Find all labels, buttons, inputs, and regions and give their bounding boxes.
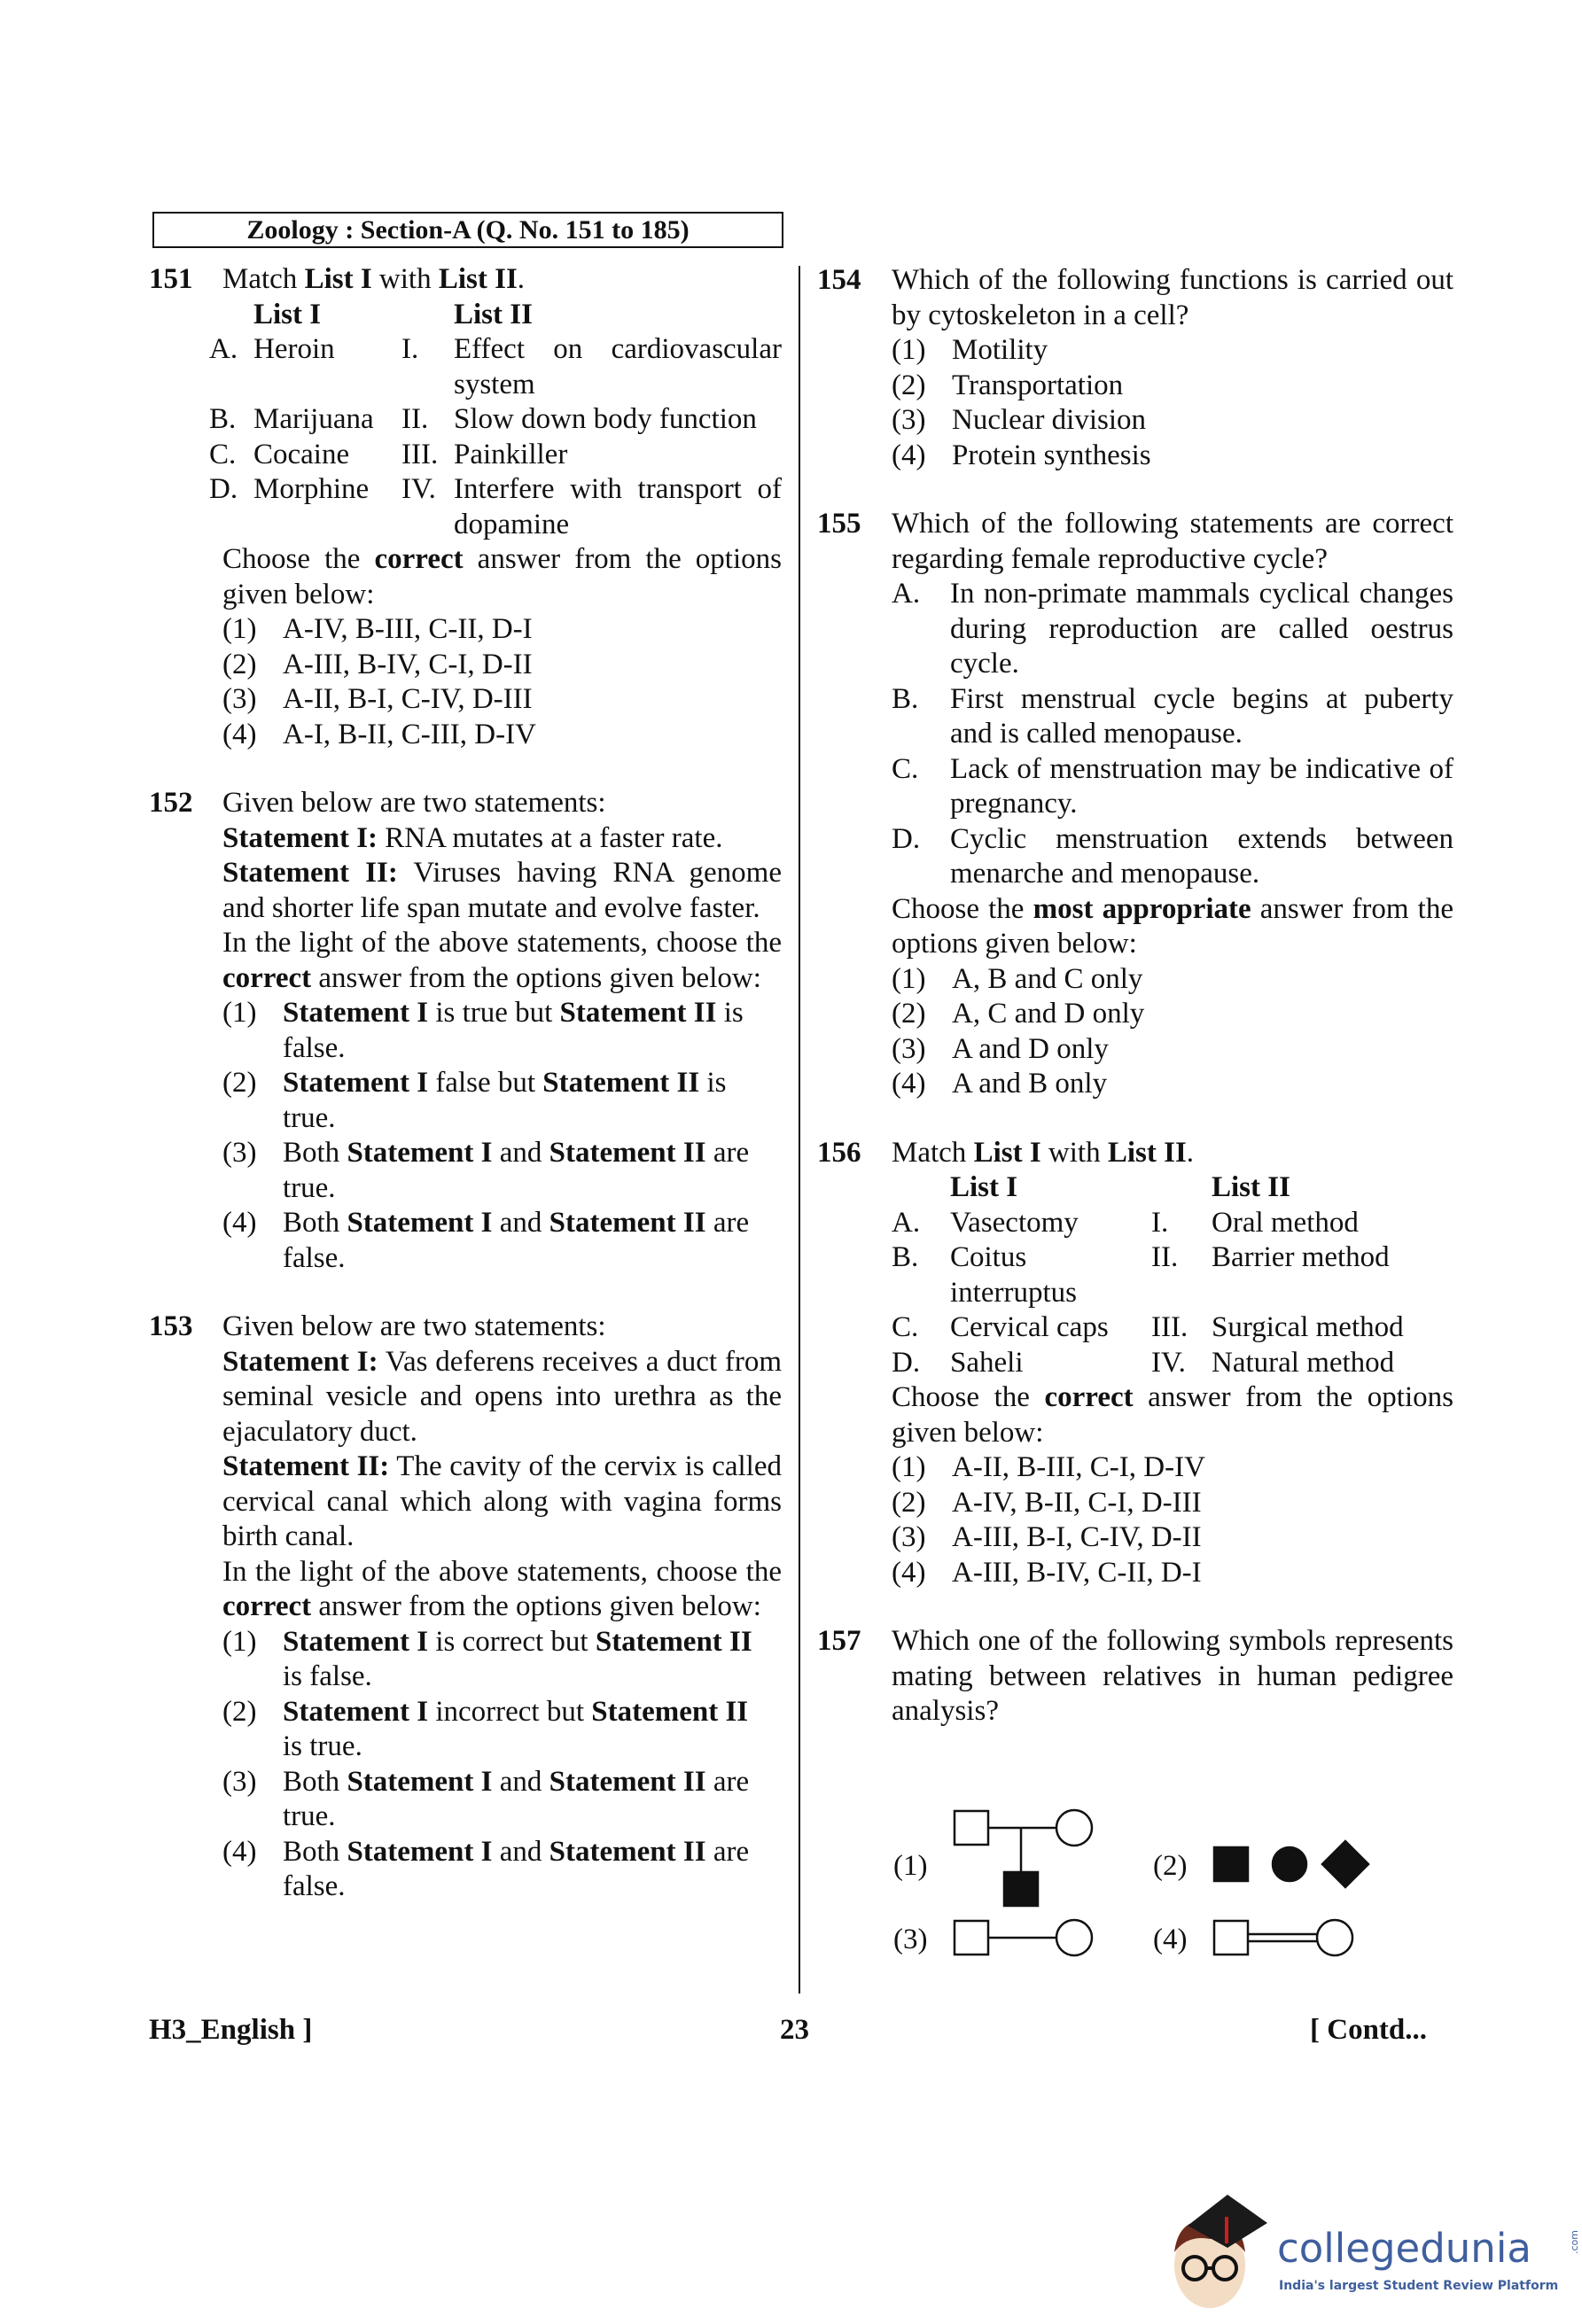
question-155 xyxy=(817,507,1453,1102)
option-text-part: Both xyxy=(283,1835,347,1868)
match-row xyxy=(815,1206,1453,1241)
instruction: In the light of the above statements, choose the correct answer from the options given below: xyxy=(222,927,782,994)
footer-contd: [ Contd... xyxy=(1310,2014,1428,2046)
option-text: Protein synthesis xyxy=(952,439,1151,471)
option-text: A-III, B-IV, C-I, D-II xyxy=(283,648,533,680)
question-152 xyxy=(149,786,782,1276)
male-square-icon xyxy=(955,1921,988,1955)
option-number: (1) xyxy=(222,613,257,645)
list-1-header: List I xyxy=(950,1171,1018,1203)
option-number: (3) xyxy=(222,1137,257,1169)
option-number: (2) xyxy=(892,998,926,1030)
option-text-part: Both xyxy=(283,1765,347,1798)
question-157 xyxy=(817,1624,1453,1729)
list-1-item: Coitus interruptus xyxy=(950,1241,1077,1309)
match-table xyxy=(815,1170,1453,1380)
option-text: Motility xyxy=(952,334,1048,366)
option-text-part: false but xyxy=(428,1067,543,1099)
instruction: In the light of the above statements, choose the correct answer from the options given below: xyxy=(222,1555,782,1622)
option-text-part: Both xyxy=(283,1207,347,1239)
list-1-item: Vasectomy xyxy=(950,1206,1079,1239)
option-text: A-IV, B-II, C-I, D-III xyxy=(952,1486,1202,1519)
list-2-item: Painkiller xyxy=(454,438,568,470)
affected-unknown-sex-icon xyxy=(1322,1841,1368,1887)
option-text-part: are false. xyxy=(283,1207,750,1274)
option-text-part: are false. xyxy=(283,1835,750,1902)
row-roman: II. xyxy=(401,403,429,435)
option-4[interactable] xyxy=(892,1556,1453,1591)
list-2-item: Surgical method xyxy=(1212,1311,1404,1343)
match-row xyxy=(149,402,782,438)
statement-1: Statement I: Vas deferens receives a duct from seminal vesicle and opens into urethra as the ejaculatory duct. xyxy=(222,1345,782,1448)
option-number: (1) xyxy=(222,997,257,1029)
option-text xyxy=(283,1765,782,1835)
option-text-part: Statement II xyxy=(595,1625,752,1658)
option-text-part: Statement I xyxy=(283,1695,429,1728)
match-row xyxy=(149,332,782,402)
collegedunia-logo xyxy=(1157,2168,1582,2319)
option-4-label: (4) xyxy=(1153,1924,1188,1955)
option-3[interactable] xyxy=(892,1032,1453,1068)
match-row xyxy=(149,438,782,473)
list-1-item: Saheli xyxy=(950,1346,1024,1379)
option-number: (3) xyxy=(222,683,257,715)
option-text-part: Statement I xyxy=(347,1137,493,1169)
option-4[interactable] xyxy=(222,1206,782,1276)
list-2-item: Oral method xyxy=(1212,1206,1359,1239)
option-text: A-II, B-III, C-I, D-IV xyxy=(952,1451,1205,1483)
statement-1: Statement I: RNA mutates at a faster rate. xyxy=(222,821,723,854)
option-2[interactable] xyxy=(222,648,782,683)
list-2-item: Interfere with transport of dopamine xyxy=(454,473,782,540)
logo-suffix: .com xyxy=(1569,2230,1580,2254)
statement-2: Statement II: The cavity of the cervix is called cervical canal which along with vagina forms birth canal. xyxy=(222,1450,782,1552)
option-text xyxy=(283,1625,782,1695)
option-number: (2) xyxy=(222,1067,257,1099)
option-3[interactable] xyxy=(892,403,1453,439)
row-roman: III. xyxy=(1151,1311,1188,1343)
option-text: A-III, B-I, C-IV, D-II xyxy=(952,1521,1202,1553)
statement-text: Cyclic menstruation extends between menarche and menopause. xyxy=(950,822,1453,890)
list-2-header: List II xyxy=(1212,1171,1290,1203)
row-roman: II. xyxy=(1151,1241,1179,1273)
option-text-part: Statement I xyxy=(283,1625,429,1658)
option-3[interactable] xyxy=(222,1136,782,1206)
option-text-part: Statement II xyxy=(549,1137,706,1169)
question-text: Given below are two statements: xyxy=(222,1310,606,1342)
list-1-item: Cervical caps xyxy=(950,1311,1109,1343)
list-2-item: Natural method xyxy=(1212,1346,1395,1379)
option-number: (3) xyxy=(892,1032,926,1065)
question-number: 154 xyxy=(817,264,861,296)
option-number: (2) xyxy=(222,1695,257,1728)
option-text-part: Statement I xyxy=(347,1835,493,1868)
option-text: A-II, B-I, C-IV, D-III xyxy=(283,683,533,715)
option-text-part: Statement II xyxy=(549,1765,706,1798)
option-text-part: is true. xyxy=(283,1067,727,1134)
option-number: (4) xyxy=(892,1068,926,1100)
option-text xyxy=(283,1206,782,1276)
option-text xyxy=(283,1066,782,1136)
option-number: (2) xyxy=(222,648,257,680)
option-number: (1) xyxy=(892,334,926,366)
list-2-item: Slow down body function xyxy=(454,403,757,435)
option-4[interactable] xyxy=(892,1067,1453,1102)
question-number: 151 xyxy=(149,263,193,295)
option-number: (2) xyxy=(892,1486,926,1519)
row-letter: B. xyxy=(892,1241,919,1273)
male-square-icon xyxy=(955,1811,988,1845)
statement-a xyxy=(892,577,1453,682)
row-letter: A. xyxy=(892,1206,921,1239)
question-text: Match List I with List II. xyxy=(222,263,526,295)
instruction: Choose the correct answer from the options given below: xyxy=(892,1381,1453,1449)
affected-male-icon xyxy=(1214,1847,1248,1881)
female-circle-icon xyxy=(1317,1920,1352,1955)
option-text: A and B only xyxy=(952,1068,1108,1100)
list-1-header: List I xyxy=(253,298,322,330)
affected-male-icon xyxy=(1004,1872,1038,1906)
option-text-part: is correct but xyxy=(428,1625,596,1658)
option-text-part: incorrect but xyxy=(428,1695,592,1728)
row-roman: IV. xyxy=(1151,1346,1186,1379)
option-text-part: Statement II xyxy=(542,1067,700,1099)
match-row xyxy=(815,1240,1453,1310)
question-number: 152 xyxy=(149,787,193,819)
option-number: (4) xyxy=(222,1835,257,1868)
option-4[interactable] xyxy=(222,718,782,753)
row-letter: C. xyxy=(892,1311,919,1343)
statement-letter: A. xyxy=(892,578,921,610)
option-1[interactable] xyxy=(222,1625,782,1695)
option-number: (4) xyxy=(892,439,926,471)
option-1-label: (1) xyxy=(893,1850,928,1882)
question-text: Given below are two statements: xyxy=(222,787,606,819)
option-number: (1) xyxy=(222,1625,257,1658)
row-letter: A. xyxy=(209,333,238,365)
list-1-item: Morphine xyxy=(253,473,370,505)
question-number: 156 xyxy=(817,1136,861,1169)
statement-2: Statement II: Viruses having RNA genome and shorter life span mutate and evolve faster. xyxy=(222,857,782,924)
option-text-part: is false. xyxy=(283,997,744,1064)
instruction: Choose the correct answer from the options given below: xyxy=(222,543,782,610)
match-table xyxy=(149,298,782,543)
option-number: (4) xyxy=(222,1207,257,1239)
option-text-part: is true. xyxy=(283,1730,362,1762)
list-2-header: List II xyxy=(454,298,533,330)
row-roman: IV. xyxy=(401,473,436,505)
option-text: A, C and D only xyxy=(952,998,1145,1030)
option-text-part: and xyxy=(492,1137,549,1169)
option-1[interactable] xyxy=(892,333,1453,369)
statement-text: In non-primate mammals cyclical changes during reproduction are called oestrus cycle. xyxy=(950,578,1453,680)
option-2[interactable] xyxy=(222,1695,782,1765)
option-number: (1) xyxy=(892,1451,926,1483)
option-text: A-IV, B-III, C-II, D-I xyxy=(283,613,533,645)
option-1[interactable] xyxy=(892,1450,1453,1486)
affected-female-icon xyxy=(1273,1847,1306,1881)
option-3-label: (3) xyxy=(893,1924,928,1955)
statement-letter: C. xyxy=(892,752,919,785)
question-156 xyxy=(817,1136,1453,1591)
section-header: Zoology : Section-A (Q. No. 151 to 185) xyxy=(152,212,783,248)
option-2-label: (2) xyxy=(1153,1850,1188,1882)
option-text-part: Statement II xyxy=(549,1207,706,1239)
row-letter: C. xyxy=(209,438,237,470)
page-number: 23 xyxy=(780,2014,809,2046)
option-4[interactable] xyxy=(222,1835,782,1905)
option-1[interactable] xyxy=(892,962,1453,998)
list-2-item: Barrier method xyxy=(1212,1241,1390,1273)
list-1-item: Cocaine xyxy=(253,438,350,470)
option-number: (1) xyxy=(892,962,926,995)
option-text-part: is false. xyxy=(283,1660,372,1692)
list-2-item: Effect on cardiovascular system xyxy=(454,333,782,400)
footer-code: H3_English ] xyxy=(149,2014,313,2046)
option-text-part: Statement I xyxy=(347,1765,493,1798)
option-2[interactable] xyxy=(892,369,1453,404)
option-number: (3) xyxy=(892,1521,926,1553)
option-text-part: and xyxy=(492,1765,549,1798)
option-text xyxy=(283,1136,782,1206)
question-number: 157 xyxy=(817,1625,861,1657)
option-1[interactable] xyxy=(222,996,782,1066)
row-roman: III. xyxy=(401,438,439,470)
row-letter: B. xyxy=(209,403,237,435)
female-circle-icon xyxy=(1056,1920,1092,1955)
option-text-part: Statement II xyxy=(591,1695,749,1728)
option-2[interactable] xyxy=(892,997,1453,1032)
option-text: Nuclear division xyxy=(952,404,1147,436)
option-number: (3) xyxy=(222,1765,257,1798)
option-text-part: are true. xyxy=(283,1137,750,1204)
option-3[interactable] xyxy=(222,1765,782,1835)
row-roman: I. xyxy=(401,333,419,365)
statement-b xyxy=(892,682,1453,752)
option-3[interactable] xyxy=(892,1520,1453,1556)
option-number: (4) xyxy=(892,1556,926,1589)
option-text: A and D only xyxy=(952,1032,1109,1065)
option-text: A-III, B-IV, C-II, D-I xyxy=(952,1556,1202,1589)
question-151 xyxy=(149,262,782,752)
option-text-part: and xyxy=(492,1207,549,1239)
question-number: 153 xyxy=(149,1310,193,1342)
option-text-part: are true. xyxy=(283,1765,750,1832)
row-letter: D. xyxy=(892,1346,921,1379)
question-153 xyxy=(149,1310,782,1905)
question-text: Match List I with List II. xyxy=(892,1136,1195,1169)
option-number: (2) xyxy=(892,369,926,401)
option-text xyxy=(283,996,782,1066)
option-text-part: is true but xyxy=(428,997,560,1029)
option-text-part: Statement I xyxy=(283,997,429,1029)
option-4[interactable] xyxy=(892,439,1453,474)
option-text xyxy=(283,1835,782,1905)
column-divider xyxy=(799,266,800,1994)
statement-letter: B. xyxy=(892,682,919,715)
match-row xyxy=(815,1310,1453,1346)
question-text: Which one of the following symbols represents mating between relatives in human pedigree analysis? xyxy=(892,1625,1453,1727)
statement-text: Lack of menstruation may be indicative of pregnancy. xyxy=(950,752,1453,820)
male-square-icon xyxy=(1214,1921,1248,1955)
match-row xyxy=(815,1346,1453,1381)
female-circle-icon xyxy=(1056,1810,1092,1846)
option-text: A, B and C only xyxy=(952,962,1143,995)
statement-text: First menstrual cycle begins at puberty and is called menopause. xyxy=(950,682,1453,750)
option-text: A-I, B-II, C-III, D-IV xyxy=(283,718,536,750)
left-column xyxy=(149,262,782,1939)
question-text: Which of the following statements are correct regarding female reproductive cycle? xyxy=(892,508,1453,575)
option-text-part: Both xyxy=(283,1137,347,1169)
question-text: Which of the following functions is carried out by cytoskeleton in a cell? xyxy=(892,264,1453,331)
option-number: (4) xyxy=(222,718,257,750)
statement-c xyxy=(892,752,1453,822)
option-text-part: Statement II xyxy=(559,997,717,1029)
logo-tagline: India's largest Student Review Platform xyxy=(1279,2279,1559,2293)
option-text-part: and xyxy=(492,1835,549,1868)
option-text-part: Statement II xyxy=(549,1835,706,1868)
option-text xyxy=(283,1695,782,1765)
right-column xyxy=(817,263,1453,1763)
row-roman: I. xyxy=(1151,1206,1169,1239)
instruction: Choose the most appropriate answer from the options given below: xyxy=(892,892,1453,960)
statement-d xyxy=(892,822,1453,892)
question-number: 155 xyxy=(817,508,861,540)
option-text: Transportation xyxy=(952,369,1124,401)
logo-brand: collegedunia xyxy=(1277,2225,1531,2272)
question-154 xyxy=(817,263,1453,473)
row-letter: D. xyxy=(209,473,238,505)
option-2[interactable] xyxy=(222,1066,782,1136)
option-2[interactable] xyxy=(892,1486,1453,1521)
list-1-item: Heroin xyxy=(253,333,335,365)
statement-letter: D. xyxy=(892,822,921,855)
mascot-icon xyxy=(1157,2168,1272,2319)
option-number: (3) xyxy=(892,404,926,436)
option-text-part: Statement I xyxy=(347,1207,493,1239)
option-3[interactable] xyxy=(222,682,782,718)
list-1-item: Marijuana xyxy=(253,403,374,435)
option-1[interactable] xyxy=(222,612,782,648)
option-text-part: Statement I xyxy=(283,1067,429,1099)
match-row xyxy=(149,472,782,542)
